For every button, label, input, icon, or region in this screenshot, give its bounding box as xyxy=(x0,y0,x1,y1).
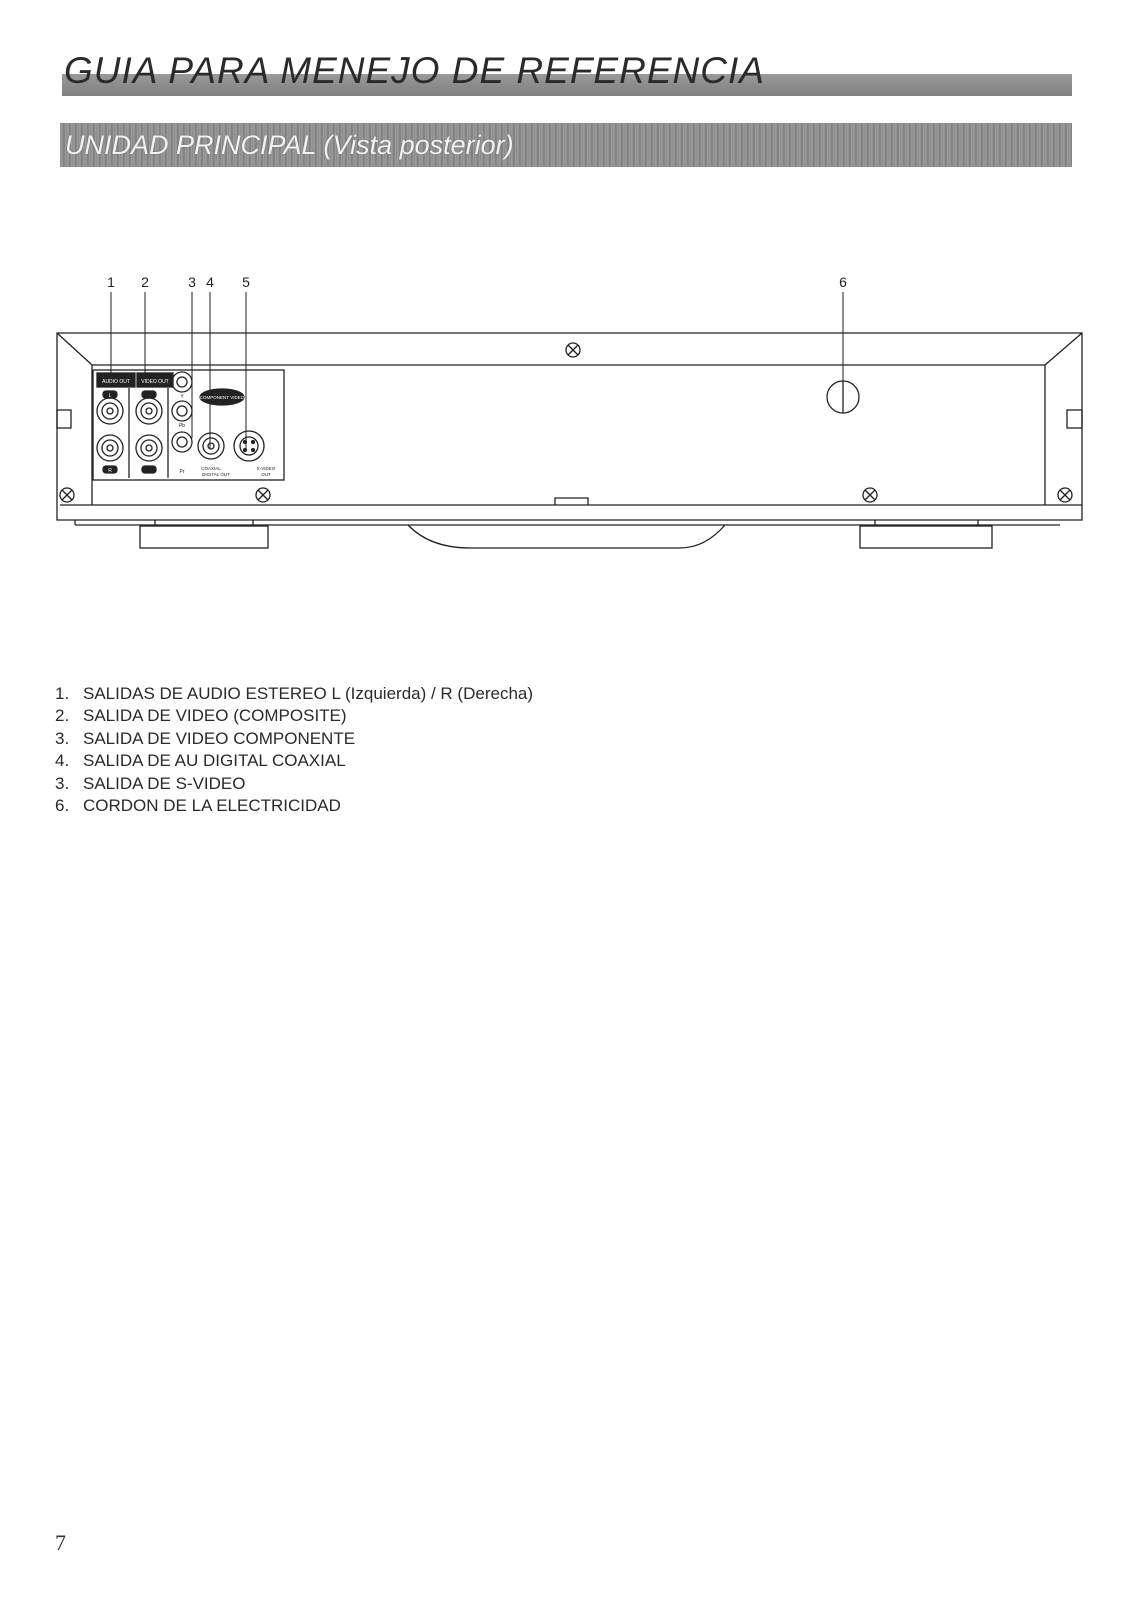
component-y-jack xyxy=(172,372,192,392)
audio-l-jack xyxy=(97,398,123,424)
s-video-out-label: OUT xyxy=(261,472,271,477)
connector-list xyxy=(55,683,533,817)
callout-4: 4 xyxy=(206,274,214,290)
callout-leader-lines xyxy=(108,292,843,450)
list-item: 1. SALIDAS DE AUDIO ESTEREO L (Izquierda) / R (Derecha) xyxy=(55,684,534,703)
section-title: UNIDAD PRINCIPAL (Vista posterior) xyxy=(65,130,514,160)
pr-label: Pr xyxy=(179,469,185,475)
component-video-label: COMPONENT VIDEO xyxy=(199,395,245,400)
callout-2: 2 xyxy=(141,274,149,290)
coaxial-jack xyxy=(198,433,224,459)
callout-6: 6 xyxy=(839,274,847,290)
s-video-jack xyxy=(234,431,264,461)
dvd-player-chassis xyxy=(57,333,1082,548)
video-jack-bottom xyxy=(136,435,162,461)
callout-3: 3 xyxy=(188,274,196,290)
audio-r-label: R xyxy=(108,468,112,474)
list-item: 6. CORDON DE LA ELECTRICIDAD xyxy=(55,795,341,815)
list-item: 3. SALIDA DE S-VIDEO xyxy=(55,773,246,793)
power-cord-outlet xyxy=(827,381,859,413)
pb-label: Pb xyxy=(178,423,186,429)
y-label: Y xyxy=(180,394,184,400)
chassis-feet xyxy=(140,520,992,548)
list-item: 4. SALIDA DE AU DIGITAL COAXIAL xyxy=(55,751,346,771)
component-pr-jack xyxy=(172,432,192,452)
component-pb-jack xyxy=(172,401,192,421)
video-out-label: VIDEO OUT xyxy=(141,379,169,385)
page-number: 7 xyxy=(55,1530,66,1555)
audio-l-label: L xyxy=(108,393,112,399)
list-item: 2. SALIDA DE VIDEO (COMPOSITE) xyxy=(55,706,347,726)
coaxial-label: COAXIAL xyxy=(201,466,221,471)
callout-5: 5 xyxy=(242,274,250,290)
screws xyxy=(60,343,1072,502)
callout-1: 1 xyxy=(107,274,115,290)
audio-r-jack xyxy=(97,435,123,461)
video-jack-top xyxy=(136,398,162,424)
digital-out-label: DIGITAL OUT xyxy=(202,472,230,477)
audio-out-label: AUDIO OUT xyxy=(102,379,130,385)
s-video-label: S-VIDEO xyxy=(256,466,276,471)
page-title: GUIA PARA MENEJO DE REFERENCIA xyxy=(64,50,765,91)
connector-panel xyxy=(93,370,284,480)
rear-panel-diagram xyxy=(0,270,1131,590)
list-item: 3. SALIDA DE VIDEO COMPONENTE xyxy=(55,728,356,748)
